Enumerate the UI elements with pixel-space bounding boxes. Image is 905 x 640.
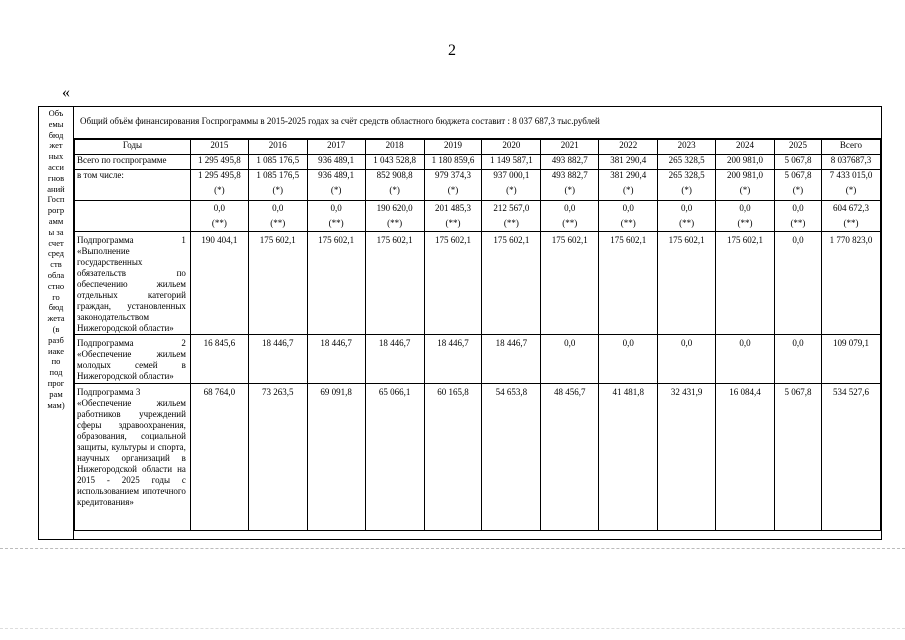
total-value: 1 180 859,6 bbox=[424, 155, 482, 170]
subprogram-description bbox=[75, 232, 191, 335]
year-header: 2022 bbox=[599, 140, 658, 155]
side-label-line: (в bbox=[52, 323, 60, 334]
subprogram-title: Подпрограмма 3 bbox=[77, 387, 141, 397]
subprogram-value: 73 263,5 bbox=[248, 384, 307, 531]
side-label-line: рам bbox=[49, 388, 63, 399]
side-label-line: Госп bbox=[47, 194, 65, 205]
financing-total-title: Общий объём финансирования Госпрограммы в 2015-2025 годах за счёт средств областного бюджета составит : 8 037 687,3 тыс.рублей bbox=[74, 107, 881, 139]
total-value: 1 295 495,8 bbox=[190, 155, 248, 170]
total-value: 5 067,8 bbox=[774, 155, 821, 170]
amount: 0,0 bbox=[213, 203, 225, 213]
footnote-mark: (**) bbox=[737, 218, 753, 228]
year-header: 2019 bbox=[424, 140, 482, 155]
year-header: 2025 bbox=[774, 140, 821, 155]
federal-value bbox=[424, 201, 482, 232]
years-header-row bbox=[75, 140, 881, 155]
side-label-line: гнов bbox=[47, 172, 65, 183]
side-label-line: жет bbox=[49, 140, 63, 151]
federal-value bbox=[307, 201, 365, 232]
open-quote-mark: « bbox=[62, 84, 70, 101]
amount: 381 290,4 bbox=[610, 170, 647, 180]
amount: 852 908,8 bbox=[376, 170, 413, 180]
amount: 201 485,3 bbox=[434, 203, 471, 213]
amount: 979 374,3 bbox=[434, 170, 471, 180]
subprogram-value: 0,0 bbox=[541, 335, 599, 384]
page-divider-lower bbox=[0, 628, 905, 629]
subprogram-number: 2 bbox=[181, 338, 186, 348]
year-header: Всего bbox=[821, 140, 880, 155]
side-label-line: емы bbox=[48, 118, 64, 129]
subprogram-value: 175 602,1 bbox=[424, 232, 482, 335]
subprogram-value: 1 770 823,0 bbox=[821, 232, 880, 335]
amount: 936 489,1 bbox=[318, 170, 355, 180]
amount: 0,0 bbox=[330, 203, 342, 213]
subprogram-value: 54 653,8 bbox=[482, 384, 541, 531]
side-label-line: прог bbox=[47, 377, 65, 388]
subprogram-title bbox=[77, 235, 186, 246]
federal-value bbox=[774, 201, 821, 232]
side-label-line: счет bbox=[48, 237, 64, 248]
amount: 200 981,0 bbox=[727, 170, 764, 180]
subprogram-value: 18 446,7 bbox=[482, 335, 541, 384]
year-header: 2024 bbox=[716, 140, 775, 155]
including-row bbox=[75, 170, 881, 201]
subprogram-value: 175 602,1 bbox=[248, 232, 307, 335]
subprogram-value: 190 404,1 bbox=[190, 232, 248, 335]
side-label-line: асси bbox=[48, 161, 64, 172]
side-label-line: бюд bbox=[48, 302, 64, 313]
subprogram-value: 175 602,1 bbox=[716, 232, 775, 335]
financing-table bbox=[74, 139, 881, 531]
subprogram-value: 175 602,1 bbox=[365, 232, 424, 335]
federal-value bbox=[716, 201, 775, 232]
amount: 1 085 176,5 bbox=[256, 170, 300, 180]
subprogram-row-sub1 bbox=[75, 232, 881, 335]
year-header: 2023 bbox=[658, 140, 716, 155]
subprogram-value: 48 456,7 bbox=[541, 384, 599, 531]
total-value: 1 149 587,1 bbox=[482, 155, 541, 170]
footnote-mark: (**) bbox=[620, 218, 636, 228]
subprogram-value: 0,0 bbox=[716, 335, 775, 384]
subprogram-value: 175 602,1 bbox=[658, 232, 716, 335]
federal-value bbox=[821, 201, 880, 232]
subprogram-value: 0,0 bbox=[774, 335, 821, 384]
subprogram-value: 69 091,8 bbox=[307, 384, 365, 531]
year-header: 2020 bbox=[482, 140, 541, 155]
side-label-line: по bbox=[51, 356, 61, 367]
subprogram-text: «Обеспечение жильем молодых семей в Нижегородской области» bbox=[77, 349, 186, 381]
side-label-line: сред bbox=[47, 248, 64, 259]
subprogram-value: 60 165,8 bbox=[424, 384, 482, 531]
amount: 190 620,0 bbox=[376, 203, 413, 213]
side-label-line: ы за bbox=[48, 226, 64, 237]
footnote-mark: (*) bbox=[447, 185, 459, 195]
amount: 0,0 bbox=[564, 203, 576, 213]
footnote-mark: (**) bbox=[679, 218, 695, 228]
side-label-line: Объ bbox=[48, 108, 64, 118]
footnote-mark: (**) bbox=[790, 218, 806, 228]
year-header: 2021 bbox=[541, 140, 599, 155]
amount: 5 067,8 bbox=[784, 170, 812, 180]
total-value: 936 489,1 bbox=[307, 155, 365, 170]
including-value bbox=[365, 170, 424, 201]
footnote-mark: (**) bbox=[562, 218, 578, 228]
amount: 1 295 495,8 bbox=[197, 170, 241, 180]
subprogram-value: 18 446,7 bbox=[248, 335, 307, 384]
including-value bbox=[424, 170, 482, 201]
side-label-line: иаке bbox=[47, 345, 64, 356]
footnote-mark: (*) bbox=[739, 185, 751, 195]
year-header: 2015 bbox=[190, 140, 248, 155]
footnote-mark: (*) bbox=[214, 185, 225, 195]
subprogram-number: 1 bbox=[181, 235, 186, 245]
side-label-line: мам) bbox=[47, 399, 65, 410]
total-value: 8 037687,3 bbox=[821, 155, 880, 170]
including-value bbox=[774, 170, 821, 201]
subprogram-value: 175 602,1 bbox=[482, 232, 541, 335]
subprogram-value: 65 066,1 bbox=[365, 384, 424, 531]
amount: 0,0 bbox=[272, 203, 284, 213]
total-value: 265 328,5 bbox=[658, 155, 716, 170]
amount: 265 328,5 bbox=[668, 170, 705, 180]
footnote-mark: (**) bbox=[328, 218, 344, 228]
footnote-mark: (*) bbox=[506, 185, 517, 195]
subprogram-value: 175 602,1 bbox=[599, 232, 658, 335]
subprogram-value: 175 602,1 bbox=[541, 232, 599, 335]
including-value bbox=[482, 170, 541, 201]
subprogram-value: 0,0 bbox=[774, 232, 821, 335]
financing-table-frame bbox=[38, 106, 882, 540]
footnote-mark: (**) bbox=[445, 218, 461, 228]
subprogram-value: 68 764,0 bbox=[190, 384, 248, 531]
amount: 0,0 bbox=[622, 203, 634, 213]
amount: 7 433 015,0 bbox=[829, 170, 873, 180]
federal-value bbox=[365, 201, 424, 232]
including-value bbox=[716, 170, 775, 201]
side-label-column bbox=[39, 107, 74, 539]
total-row bbox=[75, 155, 881, 170]
amount: 493 882,7 bbox=[551, 170, 588, 180]
year-header: 2017 bbox=[307, 140, 365, 155]
subprogram-value: 16 845,6 bbox=[190, 335, 248, 384]
year-header: 2018 bbox=[365, 140, 424, 155]
footnote-mark: (*) bbox=[681, 185, 692, 195]
total-value: 200 981,0 bbox=[716, 155, 775, 170]
including-value bbox=[307, 170, 365, 201]
side-label-line: амм bbox=[48, 215, 64, 226]
subprogram-value: 0,0 bbox=[658, 335, 716, 384]
subprogram-text: «Обеспечение жильем работников учреждений сферы здравоохранения, образования, социальной защиты, культуры и спорта, научных организаций в Нижегородской области на 2015 - 2025 годы с использованием ипотечного кредитования» bbox=[77, 398, 186, 507]
side-label-line: стно bbox=[47, 280, 65, 291]
subprogram-value: 534 527,6 bbox=[821, 384, 880, 531]
amount: 0,0 bbox=[680, 203, 693, 213]
subprogram-value: 41 481,8 bbox=[599, 384, 658, 531]
federal-value bbox=[482, 201, 541, 232]
footnote-mark: (**) bbox=[503, 218, 519, 228]
federal-value bbox=[541, 201, 599, 232]
subprogram-value: 32 431,9 bbox=[658, 384, 716, 531]
federal-value bbox=[658, 201, 716, 232]
footnote-mark: (*) bbox=[564, 185, 576, 195]
including-value bbox=[248, 170, 307, 201]
subprogram-title-word: Подпрограмма bbox=[77, 235, 134, 245]
side-label-line: ств bbox=[50, 259, 62, 270]
subprogram-value: 175 602,1 bbox=[307, 232, 365, 335]
side-label-line: разб bbox=[48, 334, 64, 345]
side-label-line: под bbox=[49, 367, 63, 378]
amount: 212 567,0 bbox=[493, 203, 530, 213]
footnote-mark: (*) bbox=[845, 185, 857, 195]
federal-value bbox=[599, 201, 658, 232]
subprogram-value: 18 446,7 bbox=[424, 335, 482, 384]
footnote-mark: (*) bbox=[622, 185, 634, 195]
page-number: 2 bbox=[448, 42, 456, 59]
amount: 0,0 bbox=[739, 203, 751, 213]
including-value bbox=[658, 170, 716, 201]
total-value: 381 290,4 bbox=[599, 155, 658, 170]
amount: 604 672,3 bbox=[832, 203, 869, 213]
including-value bbox=[599, 170, 658, 201]
footnote-mark: (**) bbox=[843, 218, 859, 228]
total-row-label: Всего по госпрограмме bbox=[75, 155, 191, 170]
total-value: 1 085 176,5 bbox=[248, 155, 307, 170]
subprogram-value: 16 084,4 bbox=[716, 384, 775, 531]
subprogram-title bbox=[77, 338, 186, 349]
subprogram-value: 109 079,1 bbox=[821, 335, 880, 384]
footnote-mark: (**) bbox=[387, 218, 403, 228]
side-label-line: бюд bbox=[48, 129, 64, 140]
years-label: Годы bbox=[75, 140, 191, 155]
footnote-mark: (*) bbox=[389, 185, 400, 195]
side-label-line: обла bbox=[47, 269, 65, 280]
side-label-line: ных bbox=[48, 151, 64, 162]
footnote-mark: (**) bbox=[211, 218, 227, 228]
page-divider bbox=[0, 548, 905, 549]
federal-row bbox=[75, 201, 881, 232]
federal-value bbox=[248, 201, 307, 232]
side-label-line: жета bbox=[47, 313, 65, 324]
side-label-line: го bbox=[52, 291, 60, 302]
year-header: 2016 bbox=[248, 140, 307, 155]
subprogram-value: 5 067,8 bbox=[774, 384, 821, 531]
footnote-mark: (**) bbox=[270, 218, 286, 228]
total-value: 493 882,7 bbox=[541, 155, 599, 170]
including-value bbox=[541, 170, 599, 201]
subprogram-title-word: Подпрограмма bbox=[77, 338, 134, 348]
amount: 0,0 bbox=[792, 203, 804, 213]
side-label-line: рогр bbox=[47, 205, 65, 216]
subprogram-text: «Выполнение государственных обязательств по обеспечению жильем отдельных категорий граждан, установленных законодательством Нижегородской области» bbox=[77, 246, 186, 333]
including-value bbox=[821, 170, 880, 201]
federal-row-label bbox=[75, 201, 191, 232]
subprogram-description bbox=[75, 384, 191, 531]
footnote-mark: (*) bbox=[272, 185, 284, 195]
amount: 937 000,1 bbox=[493, 170, 530, 180]
subprogram-row-sub2 bbox=[75, 335, 881, 384]
footnote-mark: (*) bbox=[792, 185, 804, 195]
footnote-mark: (*) bbox=[330, 185, 342, 195]
subprogram-value: 18 446,7 bbox=[307, 335, 365, 384]
including-value bbox=[190, 170, 248, 201]
subprogram-row-sub3 bbox=[75, 384, 881, 531]
total-value: 1 043 528,8 bbox=[365, 155, 424, 170]
subprogram-description bbox=[75, 335, 191, 384]
subprogram-value: 18 446,7 bbox=[365, 335, 424, 384]
side-label-line: аний bbox=[47, 183, 65, 194]
federal-value bbox=[190, 201, 248, 232]
including-row-label: в том числе: bbox=[75, 170, 191, 201]
subprogram-value: 0,0 bbox=[599, 335, 658, 384]
